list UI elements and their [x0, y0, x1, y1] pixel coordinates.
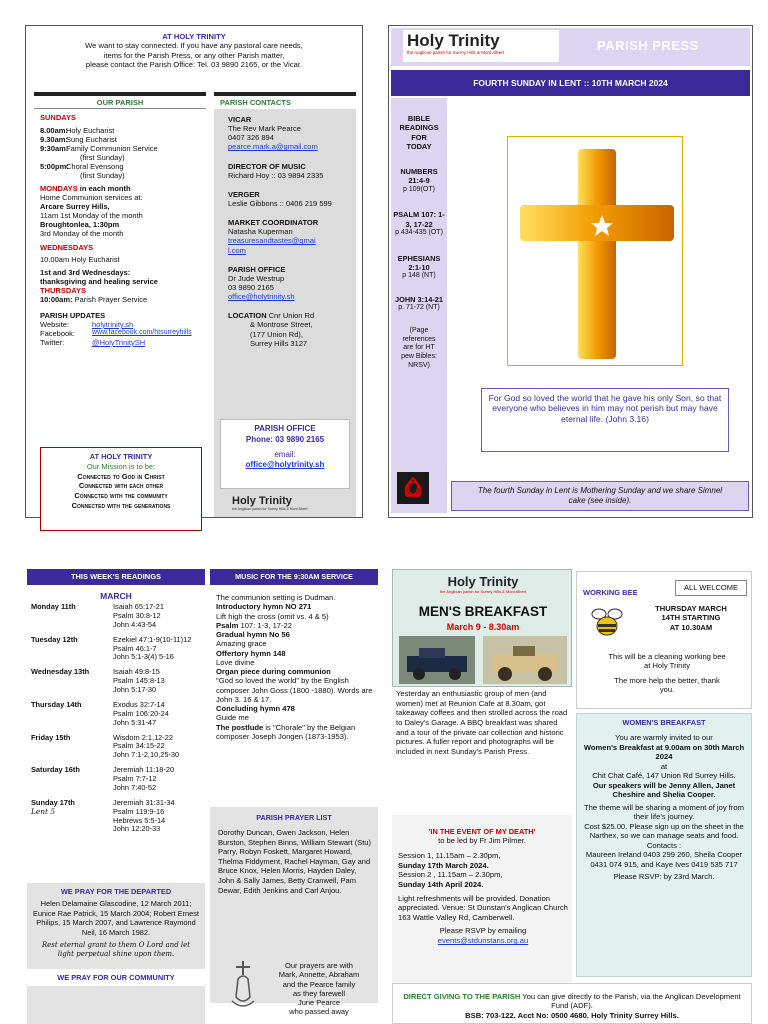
market-email-link[interactable]: treasuresandtastes@gmail.com [228, 236, 316, 255]
stay-connected-line: items for the Parish Press, or any other Parish matter, [103, 50, 285, 60]
music-item: Introductory hymn NO 271 Lift high the cross (omit vs. 4 & 5) [216, 602, 329, 621]
music-item: The postlude is "Chorale" by the Belgian composer Joseph Jongen (1873-1953). [216, 722, 356, 741]
readings-sidebar: BIBLE READINGS FOR TODAY NUMBERS 21:4-9 p 109(OT) PSALM 107: 1-3, 17-22 p 434-435 (OT) EPHESIANS 2:1-10 p 148 (NT) JOHN 3:14-21 p. 71-72 (NT) (Page references are for HT pew Bibles: NRSV) [391, 98, 447, 513]
cross-image [507, 136, 683, 366]
office-email-link[interactable]: office@holytrinity.sh [228, 292, 295, 302]
condolence-note: Our prayers are with Mark, Annette, Abraham and the Pearce family as they farewell June Pearce who passed away [278, 961, 360, 1017]
mens-breakfast-date: March 9 - 8.30am [446, 622, 520, 632]
mothering-sunday-box: The fourth Sunday in Lent is Mothering Sunday and we share Simnel cake (see inside). [451, 481, 749, 511]
all-welcome-badge: ALL WELCOME [675, 580, 747, 596]
direct-giving-box: DIRECT GIVING TO THE PARISH You can give directly to the Parish, via the Anglican Development Fund (ADF). BSB: 703-122. Acct No: 0500 4680. Holy Trinity Surrey Hills. [392, 983, 752, 1024]
stay-connected-line: please contact the Parish Office: Tel. 03 9890 2165, or the Vicar. [85, 60, 303, 70]
day-reading-row: Friday 15th Wisdom 2:1,12-22 Psalm 34:15-22 John 7:1-2,10,25-30 [31, 732, 180, 760]
day-reading-row: Monday 11th Isaiah 65:17-21 Psalm 30:8-12 John 4:43-54 [31, 602, 164, 629]
page-top-left [25, 25, 363, 518]
parish-office-email-link[interactable]: office@holytrinity.sh [245, 460, 325, 470]
departed-heading: WE PRAY FOR THE DEPARTED [60, 887, 172, 896]
music-column [210, 569, 378, 1024]
parish-office-box: PARISH OFFICE Phone: 03 9890 2165 email: office@holytrinity.sh [220, 419, 350, 489]
music-item: Concluding hymn 478 Guide me [216, 704, 295, 723]
vicar-email-link[interactable]: pearce.mark.a@gmail.com [228, 142, 318, 152]
day-readings-list [27, 603, 205, 834]
reading-heading: PSALM 107: 1-3, 17-22 [393, 210, 445, 229]
vintage-car-photo [483, 636, 567, 684]
facebook-link[interactable]: www.facebook.com/htsurreyhills [92, 329, 192, 336]
day-reading-row: Sunday 17th Lent 5 Jeremiah 31:31-34 Psalm 119:9-16 Hebrews 5:5-14 John 12:20-33 [31, 797, 175, 834]
mens-breakfast-card [392, 569, 572, 687]
page-top-right [388, 25, 753, 518]
parish-contacts-column: PARISH CONTACTS VICAR The Rev Mark Pearce 0407 326 894 pearce.mark.a@gmail.com DIRECTOR OF MUSIC Richard Hoy :: 03 9894 2335 VERGER Leslie Gibbons :: 0406 219 599 MARKET COORDINATOR Natasha Kuperman treasuresandtastes@gmail.com PARISH OFFICE Dr Jude Westrup 03 9890 2165 office@holytrinity.sh LOCATION Cnr Union Rd & Montrose Street, (177 Union Rd), Surrey Hills 3127 PARISH OFFICE Phone: 03 9890 2165 email: office@holytrinity.sh Holy Trinity the Anglican parish for Surrey Hills & Mont Albert [214, 92, 356, 517]
parish-updates-heading: PARISH UPDATES [40, 311, 106, 320]
day-reading-row: Saturday 16th Jeremiah 11:18-20 Psalm 7:7-12 John 7:40-52 [31, 765, 175, 792]
triquetra-icon [397, 472, 429, 504]
weeks-readings: THIS WEEK'S READINGS MARCH Monday 11th Isaiah 65:17-21 Psalm 30:8-12 John 4:43-54 Tuesday 12th Ezekiel 47:1-9(10-11)12 Psalm 46:1-7 John 5:1-3(4) 5-16 Wednesday 13th Isaiah 49:8-15 Psalm 145:8-13 John 5:17-30 Thursday 14th Exodus 32:7-14 Psalm 106:20-24 John 5:31-47 Friday 15th Wisdom 2:1,12-22 Psalm 34:15-22 John 7:1-2,10,25-30 Saturday 16th Jeremiah 11:18-20 Psalm 7:7-12 John 7:40-52 Sunday 17th Lent 5 Jeremiah 31:31-34 Psalm 119:9-16 Hebrews 5:5-14 John 12:20-33 WE PRAY FOR THE DEPARTED Helen Delamaine Glascodine, 12 March 2011; Eunice Rae Patrick, 15 March 2004; Robert Ernest Philips, 15 March 2007, and Lawrence Raymond Neil, 16 March 1982. Rest eternal grant to them O Lord and let light perpetual shine upon them. WE PRAY FOR OUR COMMUNITY [27, 569, 205, 1024]
parish-contacts-tab: PARISH CONTACTS [214, 96, 356, 109]
our-parish-column: OUR PARISH SUNDAYS 8.00am: Holy Eucharist 9.30am: Sung Eucharist 9:30am: Family Communion Service (first Sunday) 5:00pm: Choral Evensong (first Sunday) MONDAYS in each month Home Communion services at: Arcare Surrey Hills, 11am 1st Monday of the month Broughtonlea, 1:30pm 3rd Monday of the month WEDNESDAYS 10.00am Holy Eucharist 1st and 3rd Wednesdays: thanksgiving and healing service THURSDAYS 10:00am: Parish Prayer Service PARISH UPDATES Website: holytrinity.sh Facebook: www.facebook.com/htsurreyhills Twitter: @HolyTrinitySH AT HOLY TRINITY Our Mission is to be: Connected to God in Christ Connected with each other Connected with the community Connected with the generations [34, 92, 206, 517]
thursdays-heading: THURSDAYS [40, 286, 86, 295]
praying-hands-icon [226, 959, 260, 1011]
reading-heading: EPHESIANS 2:1-10 [397, 253, 441, 272]
day-reading-row: Thursday 14th Exodus 32:7-14 Psalm 106:20-24 John 5:31-47 [31, 699, 169, 727]
womens-breakfast-box: WOMEN'S BREAKFAST You are warmly invited to our Women's Breakfast at 9.00am on 30th March 2024 at Chit Chat Café, 147 Union Rd Surrey Hills. Our speakers will be Jenny Allen, Janet Cheshire and Shelia Cooper. The theme will be sharing a moment of joy from their life's journey. Cost $25.00. Please sign up on the sheet in the Narthex, so we can manage seats and food. Contacts : Maureen Ireland 0403 299 260, Sheila Cooper 0431 074 915, and Kaye Ives 0419 535 717 Please RSVP: by 23rd March. [576, 713, 752, 977]
twitter-link[interactable]: @HolyTrinitySH [92, 338, 146, 347]
stay-connected [26, 32, 362, 70]
mission-box: AT HOLY TRINITY Our Mission is to be: Connected to God in Christ Connected with each other Connected with the community Connected with the generations [40, 447, 202, 531]
music-item: Psalm 107: 1-3, 17-22 [216, 620, 292, 630]
wednesdays-heading: WEDNESDAYS [40, 243, 94, 252]
page-bottom-right [388, 567, 756, 1024]
reading-heading: NUMBERS 21:4-9 [400, 167, 438, 186]
parish-press-title: PARISH PRESS [597, 38, 699, 53]
music-item: Offertory hymn 148 Love divine [216, 648, 286, 667]
reading-heading: JOHN 3:14-21 [394, 294, 444, 304]
music-item: Gradual hymn No 56 Amazing grace [216, 630, 290, 649]
masthead-logo: Holy Trinity the Anglican parish for Surrey Hills & Mont Albert [403, 30, 559, 62]
music-header: MUSIC FOR THE 9:30AM SERVICE [210, 569, 378, 585]
day-reading-row: Tuesday 12th Ezekiel 47:1-9(10-11)12 Psalm 46:1-7 John 5:1-3(4) 5-16 [31, 634, 192, 662]
prayer-list-box: PARISH PRAYER LIST Dorothy Duncan, Gwen Jackson, Helen Burston, Stephen Binns, William Stewart (Stu) Parry, Robyn Foskett, Margaret Howard, Thelma Fiddyment, Rachel Hayman, Gay and Bruce Knox, Helen Morris, Hayden Daley, John & Sally James, Betty Cranwell, Pam Dewar, Edith Jenkins and Carl Anjou. [210, 807, 378, 1003]
our-parish-tab: OUR PARISH [34, 96, 206, 109]
death-seminar-box: 'IN THE EVENT OF MY DEATH' to be led by Fr Jim Pilmer. Session 1, 11.15am – 2.30pm, Sunday 17th March 2024. Session 2 , 11.15am – 2.30pm, Sunday 14th April 2024. Light refreshments will be provided. Donation appreciated. Venue: St Dunstan's Anglican Church 163 Wattle Valley Rd, Camberwell. Please RSVP by emailing events@stdunstans.org.au [392, 815, 572, 989]
page-bottom-left [25, 567, 380, 1024]
holy-trinity-logo: Holy Trinity the Anglican parish for Surrey Hills & Mont Albert [232, 495, 308, 511]
working-bee-box: WORKING BEE ALL WELCOME THURSDAY MARCH 14TH STARTING AT 10.30AM This will be a cleaning working bee at Holy Trinity The more help the better, thank you. [576, 571, 752, 709]
bee-icon [589, 606, 625, 640]
community-heading: WE PRAY FOR OUR COMMUNITY [27, 969, 205, 986]
date-bar: FOURTH SUNDAY IN LENT :: 10TH MARCH 2024 [391, 70, 750, 96]
vintage-car-photo [399, 636, 475, 684]
music-item: Organ piece during communion "God so loved the world" by the English composer John Goss (1800 -1880). Words are John 3. 16 & 17. [216, 667, 373, 704]
verse-box: For God so loved the world that he gave his only Son, so that everyone who believes in him may not perish but may have eternal life. (John 3.16) [481, 388, 729, 452]
mens-breakfast-logo: Holy Trinity the Anglican parish for Surrey Hills & Mont Albert [439, 574, 527, 594]
mens-breakfast-text: Yesterday an enthusiastic group of men (and women) met at Reunion Cafe at 8.30am, got takeaway coffees and then strolled across the road to Daley's Garage. A BBQ breakfast was shared and a tour of the private car collection and historic pictures. A fuller report and photographs will be included in next Sunday's Parish Press. [396, 689, 568, 756]
mens-breakfast-title: MEN'S BREAKFAST [418, 604, 548, 619]
sundays-heading: SUNDAYS [40, 113, 76, 122]
sunday-services: 8.00am: Holy Eucharist 9.30am: Sung Eucharist 9:30am: Family Communion Service (first Sunday) 5:00pm: Choral Evensong (first Sunday) [40, 126, 158, 180]
mondays-heading: MONDAYS [40, 184, 78, 193]
readings-header: THIS WEEK'S READINGS [27, 569, 205, 585]
stay-connected-title: AT HOLY TRINITY [162, 32, 226, 41]
music-list: The communion setting is Dudman. Introductory hymn NO 271 Lift high the cross (omit vs. 4 & 5) Psalm 107: 1-3, 17-22 Gradual hymn No 56 Amazing grace Offertory hymn 148 Love divine Organ piece during communion "God so loved the world" by the English composer John Goss (1800 -1880). Words are John 3. 16 & 17. Concluding hymn 478 Guide me The postlude is "Chorale" by the Belgian composer Joseph Jongen (1873-1953). [216, 593, 373, 741]
stay-connected-line: We want to stay connected. If you have any pastoral care needs, [85, 41, 303, 51]
day-reading-row: Wednesday 13th Isaiah 49:8-15 Psalm 145:8-13 John 5:17-30 [31, 667, 165, 694]
website-link[interactable]: holytrinity.sh [92, 320, 134, 329]
rsvp-email-link[interactable]: events@stdunstans.org.au [437, 936, 529, 946]
